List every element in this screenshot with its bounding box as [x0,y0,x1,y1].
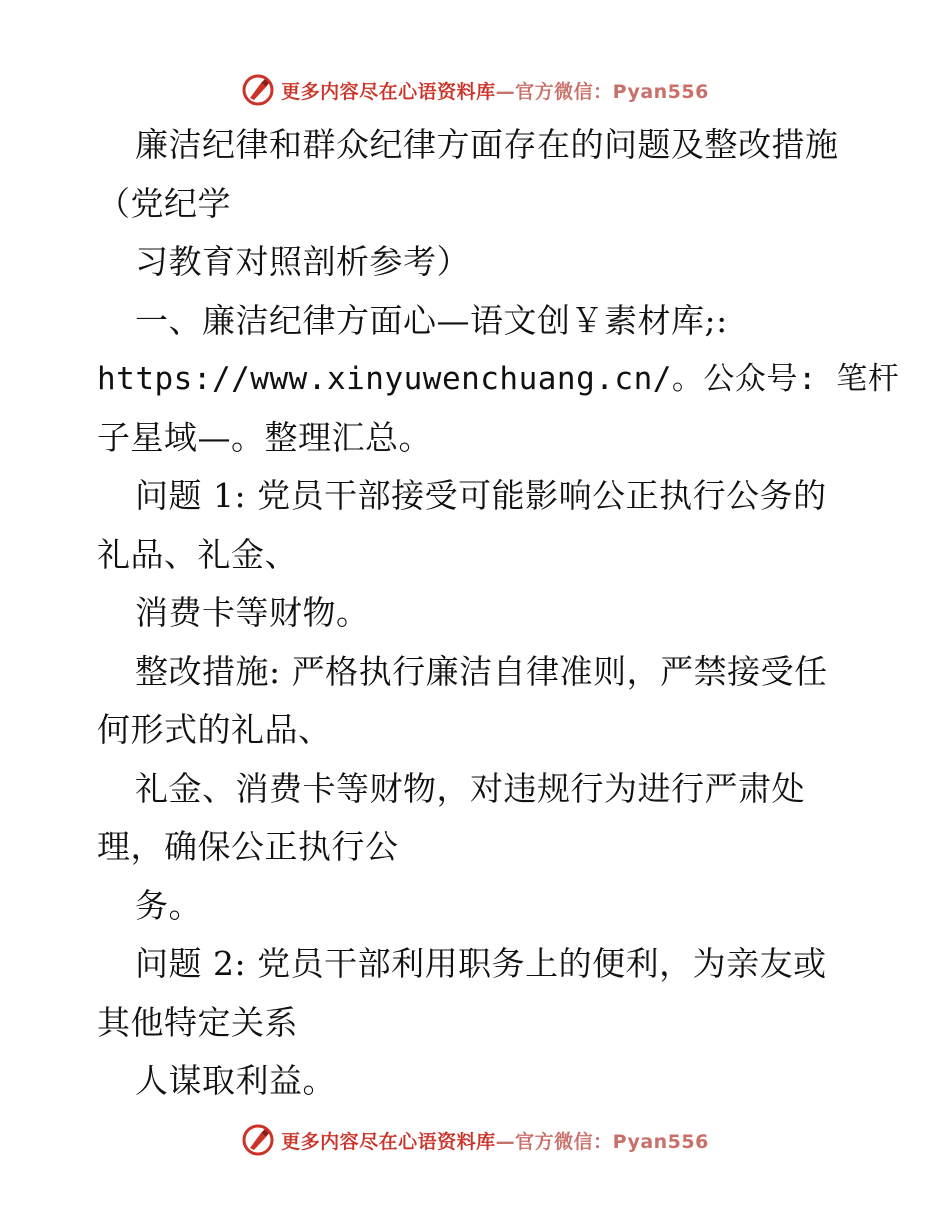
pen-nib-logo-icon [241,1123,275,1157]
pen-nib-logo-icon [241,73,275,107]
banner-brand-text: 更多内容尽在心语资料库 [281,1130,496,1153]
footer-watermark-banner [0,1120,950,1160]
measure-line-4: 理，确保公正执行公 [97,827,399,866]
problem-1-line-3: 消费卡等财物。 [135,593,370,632]
measure-line-5: 务。 [135,885,202,925]
problem-1-line-1: 问题 1: 党员干部接受可能影响公正执行公务的 [135,476,827,515]
source-url-line: https://www.xinyuwenchuang.cn/。公众号: 笔杆 [97,361,900,397]
banner-wechat-text: —官方微信：Pyan556 [495,1130,709,1153]
doc-title-line-1: 廉洁纪律和群众纪律方面存在的问题及整改措施 [135,125,839,164]
banner-wechat-text: —官方微信：Pyan556 [495,80,709,103]
measure-line-3: 礼金、消费卡等财物，对违规行为进行严肃处 [135,768,805,808]
problem-2-line-3: 人谋取利益。 [135,1061,336,1100]
section-heading-line: 一、廉洁纪律方面心—语文创￥素材库;: [135,300,728,340]
doc-title-line-2: （党纪学 [97,183,231,223]
header-watermark-banner [0,70,950,110]
problem-2-line-1: 问题 2: 党员干部利用职务上的便利，为亲友或 [135,944,827,983]
problem-2-line-2: 其他特定关系 [97,1002,298,1042]
measure-line-1: 整改措施: 严格执行廉洁自律准则，严禁接受任 [135,651,828,691]
banner-brand-text: 更多内容尽在心语资料库 [281,80,496,103]
paragraph-line: 子星域—。整理汇总。 [97,417,432,457]
document-body [97,116,900,1111]
doc-title-line-3: 习教育对照剖析参考） [135,242,470,281]
measure-line-2: 何形式的礼品、 [97,710,332,749]
problem-1-line-2: 礼品、礼金、 [97,534,298,574]
